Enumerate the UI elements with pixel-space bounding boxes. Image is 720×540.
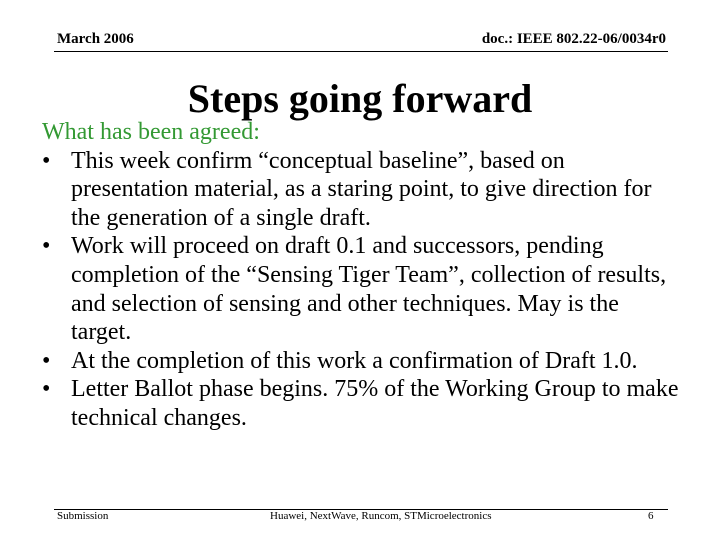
header-divider — [54, 51, 668, 52]
bullet-icon: • — [42, 147, 51, 174]
bullet-item-3 — [42, 347, 682, 376]
bullet-icon: • — [42, 233, 51, 260]
slide-title: Steps going forward — [187, 76, 533, 121]
bullet-text: Work will proceed on draft 0.1 and successors, pending completion of the “Sensing Tiger Team”, collection of results, and selection of sensing and other techniques. May is the target. — [71, 233, 667, 346]
footer-submission: Submission — [57, 510, 109, 522]
bullet-icon: • — [42, 347, 51, 374]
footer-page-number: 6 — [648, 510, 654, 522]
bullet-text: This week confirm “conceptual baseline”, based on presentation material, as a staring point, to give direction for the generation of a single draft. — [71, 147, 652, 231]
footer-authors: Huawei, NextWave, Runcom, STMicroelectronics — [270, 510, 492, 522]
bullet-icon: • — [42, 376, 51, 403]
slide-body — [42, 118, 682, 433]
bullet-text: At the completion of this work a confirmation of Draft 1.0. — [71, 347, 638, 374]
header-date: March 2006 — [57, 31, 134, 47]
bullet-list — [42, 147, 682, 433]
header-doc-id: doc.: IEEE 802.22-06/0034r0 — [481, 31, 666, 47]
bullet-text: Letter Ballot phase begins. 75% of the Working Group to make technical changes. — [71, 376, 679, 431]
agreed-heading: What has been agreed: — [42, 119, 260, 145]
bullet-item-1 — [42, 147, 682, 233]
bullet-item-4 — [42, 375, 682, 432]
bullet-item-2 — [42, 232, 682, 346]
